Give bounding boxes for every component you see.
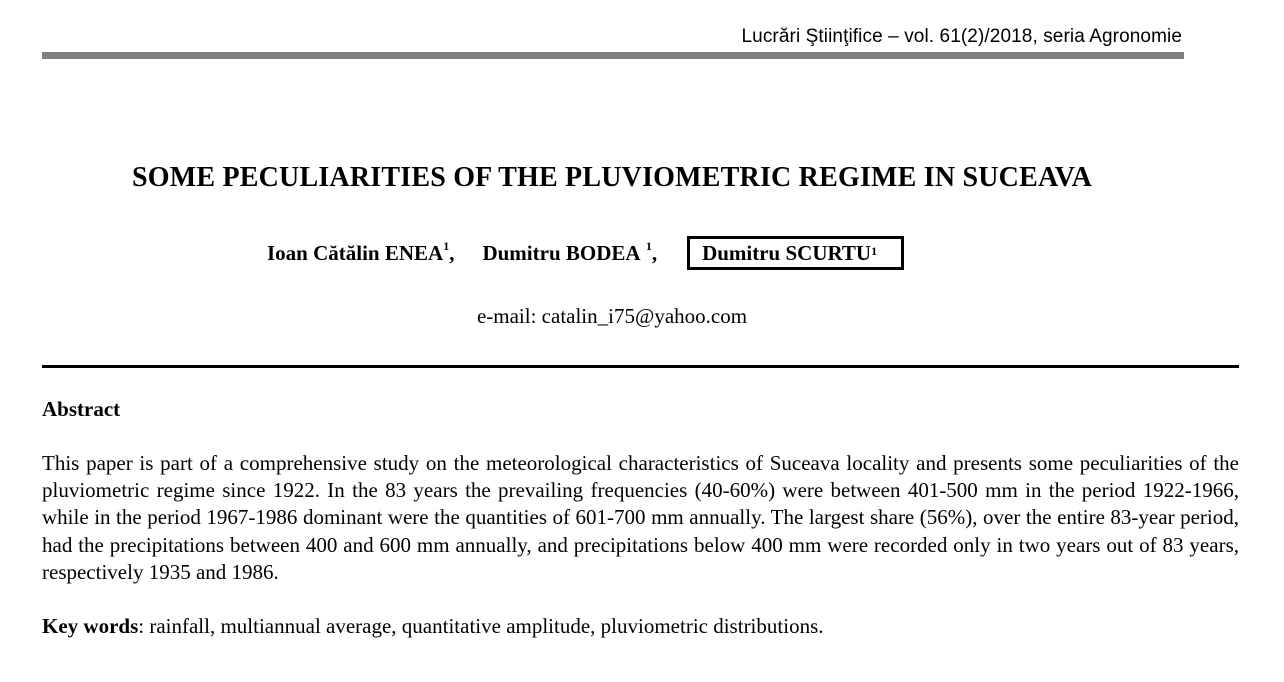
contact-email: e-mail: catalin_i75@yahoo.com bbox=[476, 304, 748, 328]
header-rule bbox=[42, 52, 1184, 59]
paper-title: SOME PECULIARITIES OF THE PLUVIOMETRIC REGIME IN SUCEAVA bbox=[131, 162, 1092, 193]
author-name: Dumitru BODEA bbox=[482, 240, 641, 265]
keywords bbox=[42, 614, 1239, 639]
keywords-label: Key words bbox=[42, 614, 139, 638]
author-affiliation: 1 bbox=[871, 243, 878, 258]
author-2 bbox=[482, 238, 658, 266]
author-separator: , bbox=[651, 240, 658, 265]
abstract-body: This paper is part of a comprehensive study on the meteorological characteristics of Suceava locality and presents some peculiarities of the pluviometric regime since 1922. In the 83 years the prevailing frequencies (40-60%) were between 401-500 mm in the period 1922-1966, while in the period 1967-1986 dominant were the quantities of 601-700 mm annually. The largest share (56%), over the entire 83-year period, had the precipitations between 400 and 600 mm annually, and precipitations below 400 mm were recorded only in two years out of 83 years, respectively 1935 and 1986. bbox=[42, 451, 1239, 584]
author-affiliation: 1 bbox=[645, 238, 652, 253]
journal-header: Lucrări Ştiinţifice – vol. 61(2)/2018, seria Agronomie bbox=[741, 26, 1182, 47]
author-name: Dumitru SCURTU bbox=[702, 240, 872, 265]
author-list bbox=[267, 236, 904, 270]
keywords-text: : rainfall, multiannual average, quantitative amplitude, pluviometric distributions. bbox=[138, 614, 824, 638]
abstract-heading: Abstract bbox=[42, 397, 121, 421]
author-affiliation: 1 bbox=[443, 238, 450, 253]
author-3-highlighted bbox=[687, 236, 904, 270]
author-separator: , bbox=[449, 240, 455, 265]
section-rule bbox=[42, 365, 1239, 368]
author-1 bbox=[267, 238, 455, 266]
author-name: Ioan Cătălin ENEA bbox=[267, 240, 444, 265]
